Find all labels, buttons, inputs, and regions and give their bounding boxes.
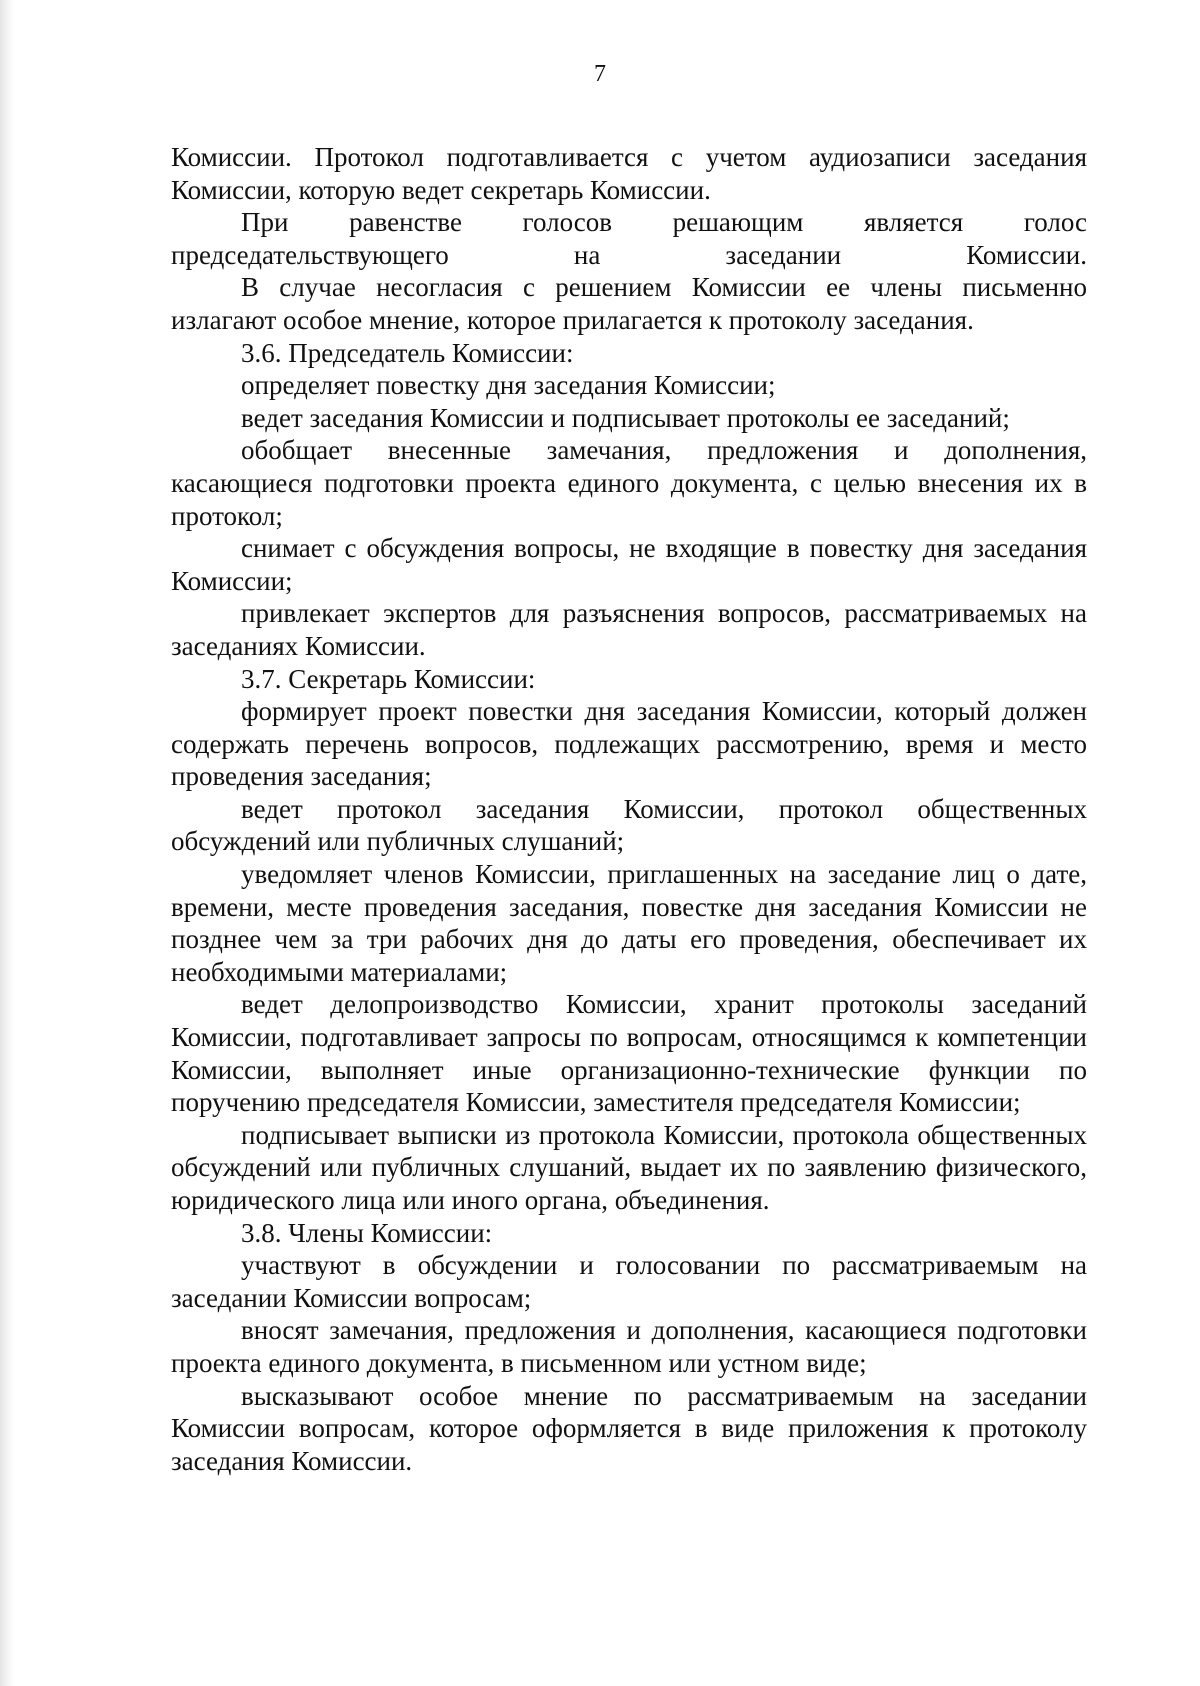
list-item: подписывает выписки из протокола Комиссии, протокола общественных обсуждений или публичных слушаний, выдает их по заявлению физического, юридического лица или иного органа, объединения. <box>171 1119 1087 1215</box>
list-item: вносят замечания, предложения и дополнения, касающиеся подготовки проекта единого документа, в письменном или устном виде; <box>171 1315 1087 1378</box>
list-item: ведет заседания Комиссии и подписывает протоколы ее заседаний; <box>241 402 1010 433</box>
list-item: участвуют в обсуждении и голосовании по рассматриваемым на заседании Комиссии вопросам; <box>171 1250 1087 1313</box>
section-heading: 3.8. Члены Комиссии: <box>241 1217 493 1248</box>
list-item: привлекает экспертов для разъяснения вопросов, рассматриваемых на заседаниях Комиссии. <box>171 598 1087 661</box>
paragraph: В случае несогласия с решением Комиссии ее члены письменно излагают особое мнение, которое прилагается к протоколу заседания. <box>171 272 1087 335</box>
list-item: обобщает внесенные замечания, предложения и дополнения, касающиеся подготовки проекта единого документа, с целью внесения их в протокол; <box>171 435 1087 531</box>
list-item: ведет протокол заседания Комиссии, протокол общественных обсуждений или публичных слушаний; <box>171 793 1087 857</box>
section-heading: 3.6. Председатель Комиссии: <box>241 337 574 368</box>
page-number: 7 <box>594 61 606 87</box>
list-item: ведет делопроизводство Комиссии, хранит протоколы заседаний Комиссии, подготавливает запросы по вопросам, относящимся к компетенции Комиссии, выполняет иные организационно-технические функции по поручению председателя Комиссии, заместителя председателя Комиссии; <box>171 989 1087 1118</box>
list-item: высказывают особое мнение по рассматриваемым на заседании Комиссии вопросам, которое оформляется в виде приложения к протоколу заседания Комиссии. <box>171 1380 1087 1476</box>
list-item: формирует проект повестки дня заседания Комиссии, который должен содержать перечень вопросов, подлежащих рассмотрению, время и место проведения заседания; <box>171 696 1087 792</box>
list-item: определяет повестку дня заседания Комиссии; <box>241 370 776 401</box>
paragraph: При равенстве голосов решающим является голос председательствующего на заседании Комиссии. <box>171 207 1087 270</box>
list-item: снимает с обсуждения вопросы, не входящие в повестку дня заседания Комиссии; <box>171 533 1087 596</box>
list-item: уведомляет членов Комиссии, приглашенных на заседание лиц о дате, времени, месте проведения заседания, повестке дня заседания Комиссии не позднее чем за три рабочих дня до даты его проведения, обеспечивает их необходимыми материалами; <box>171 859 1087 987</box>
scan-edge <box>0 0 14 1686</box>
document-body <box>171 141 1087 1477</box>
paragraph: Комиссии. Протокол подготавливается с учетом аудиозаписи заседания Комиссии, которую ведет секретарь Комиссии. <box>171 142 1087 205</box>
section-heading: 3.7. Секретарь Комиссии: <box>241 663 536 694</box>
